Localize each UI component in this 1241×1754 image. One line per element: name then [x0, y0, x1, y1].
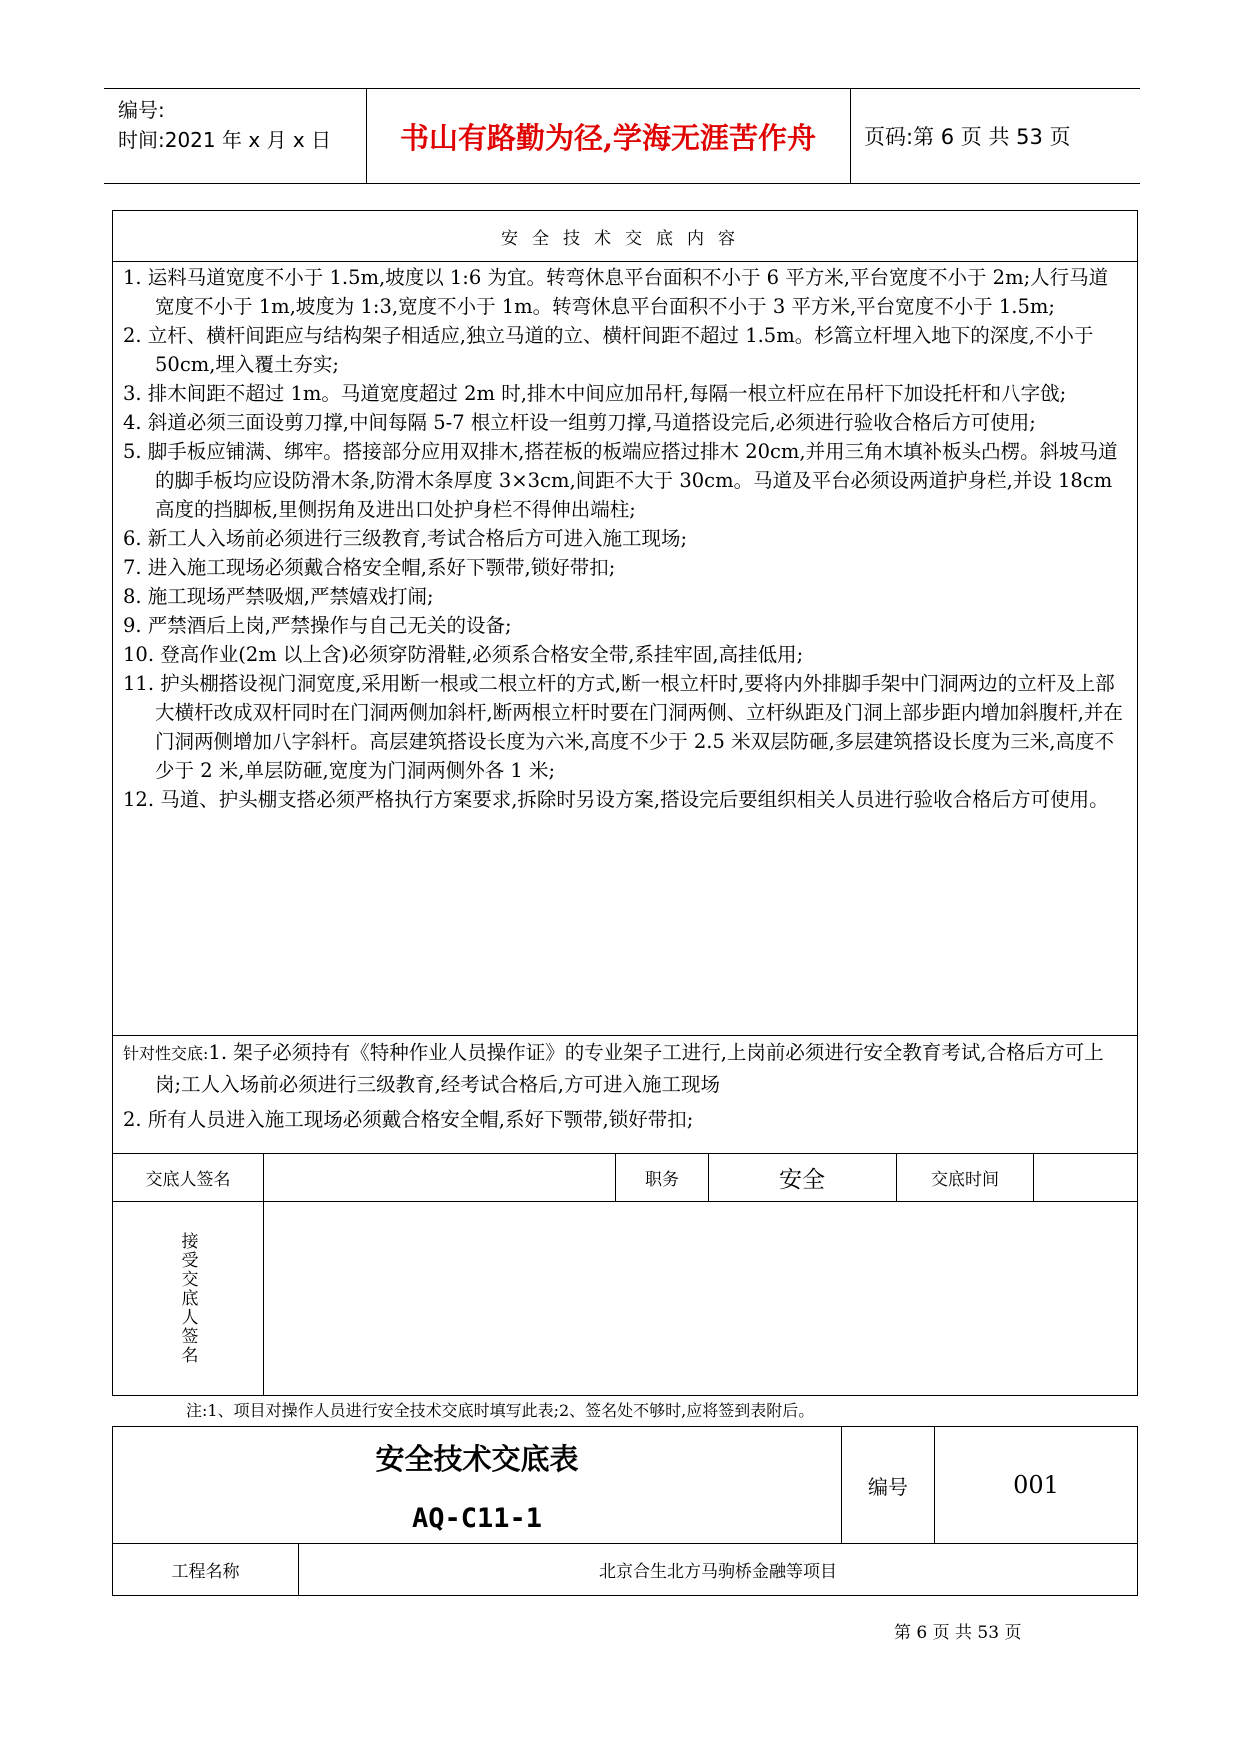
- project-value: 北京合生北方马驹桥金融等项目: [599, 1562, 837, 1582]
- position-label: 职务: [645, 1170, 679, 1190]
- list-item: 5. 脚手板应铺满、绑牢。搭接部分应用双排木,搭茬板的板端应搭过排木 20cm,并用三角木填补板头凸楞。斜坡马道的脚手板均应设防滑木条,防滑木条厚度 3×3cm,间距不大于 30cm。马道及平台必须设两道护身栏,并设 18cm 高度的挡脚板,里侧拐角及进出口处护身栏不得伸出端柱;: [123, 440, 1118, 521]
- list-item: 11. 护头棚搭设视门洞宽度,采用断一根或二根立杆的方式,断一根立杆时,要将内外排脚手架中门洞两边的立杆及上部大横杆改成双杆同时在门洞两侧加斜杆,断两根立杆时要在门洞两侧、立杆纵距及门洞上部步距内增加斜腹杆,并在门洞两侧增加八字斜杆。高层建筑搭设长度为六米,高度不少于 2.5 米双层防砸,多层建筑搭设长度为三米,高度不少于 2 米,单层防砸,宽度为门洞两侧外各 1 米;: [123, 672, 1123, 782]
- header-meta: [118, 95, 331, 155]
- table-code: AQ-C11-1: [411, 1503, 543, 1534]
- time-label: 交底时间: [931, 1170, 999, 1190]
- header-divider: [850, 89, 851, 183]
- section-title: 安全技术交底内容: [501, 228, 749, 249]
- signer-field[interactable]: [264, 1154, 614, 1201]
- project-label: 工程名称: [171, 1562, 240, 1582]
- list-item: 6. 新工人入场前必须进行三级教育,考试合格后方可进入施工现场;: [123, 527, 688, 550]
- table-title: 安全技术交底表: [375, 1442, 579, 1476]
- number-value: 001: [1013, 1471, 1059, 1499]
- signer-label: 交底人签名: [145, 1170, 231, 1190]
- number-label: 编号: [868, 1474, 908, 1499]
- targeted-item-2: 2. 所有人员进入施工现场必须戴合格安全帽,系好下颚带,锁好带扣;: [123, 1108, 694, 1131]
- targeted-disclosure: [113, 1037, 1137, 1135]
- position-value[interactable]: 安全: [779, 1167, 825, 1193]
- list-item: 4. 斜道必须三面设剪刀撑,中间每隔 5-7 根立杆设一组剪刀撑,马道搭设完后,必须进行验收合格后方可使用;: [123, 411, 1036, 434]
- content-list: [113, 263, 1137, 814]
- targeted-item-1: [123, 1037, 1127, 1100]
- header-slogan: 书山有路勤为径,学海无涯苦作舟: [399, 120, 817, 155]
- list-item: 12. 马道、护头棚支搭必须严格执行方案要求,拆除时另设方案,搭设完后要组织相关人员进行验收合格后方可使用。: [123, 788, 1109, 811]
- page-header: [104, 88, 1140, 184]
- targeted-text-1: 1. 架子必须持有《特种作业人员操作证》的专业架子工进行,上岗前必须进行安全教育考试,合格后方可上岗;工人入场前必须进行三级教育,经考试合格后,方可进入施工现场: [155, 1041, 1104, 1096]
- disclosure-table-header: [112, 1426, 1138, 1596]
- receiver-label-cell: [113, 1202, 263, 1395]
- header-page-info: 页码:第 6 页 共 53 页: [864, 125, 1071, 149]
- list-item: 7. 进入施工现场必须戴合格安全帽,系好下颚带,锁好带扣;: [123, 556, 616, 579]
- page-footer: 第 6 页 共 53 页: [894, 1623, 1022, 1643]
- receiver-label: 接受交底人签名: [177, 1232, 198, 1365]
- targeted-label: 针对性交底:: [123, 1044, 209, 1063]
- divider: [113, 261, 1137, 262]
- list-item: 8. 施工现场严禁吸烟,严禁嬉戏打闹;: [123, 585, 434, 608]
- list-item: 9. 严禁酒后上岗,严禁操作与自己无关的设备;: [123, 614, 512, 637]
- form-note: 注:1、项目对操作人员进行安全技术交底时填写此表;2、签名处不够时,应将签到表附后。: [186, 1401, 815, 1420]
- divider: [113, 1035, 1137, 1036]
- receiver-signature-field[interactable]: [264, 1202, 1137, 1395]
- list-item: 2. 立杆、横杆间距应与结构架子相适应,独立马道的立、横杆间距不超过 1.5m。杉篙立杆埋入地下的深度,不小于 50cm,埋入覆土夯实;: [123, 324, 1094, 376]
- header-number-label: 编号:: [118, 98, 165, 122]
- header-time-label: 时间:2021 年 x 月 x 日: [118, 128, 332, 152]
- disclosure-form: [112, 210, 1138, 1396]
- time-field[interactable]: [1034, 1154, 1137, 1201]
- list-item: 10. 登高作业(2m 以上含)必须穿防滑鞋,必须系合格安全带,系挂牢固,高挂低用;: [123, 643, 804, 666]
- list-item: 3. 排木间距不超过 1m。马道宽度超过 2m 时,排木中间应加吊杆,每隔一根立杆应在吊杆下加设托杆和八字戗;: [123, 382, 1067, 405]
- list-item: 1. 运料马道宽度不小于 1.5m,坡度以 1:6 为宜。转弯休息平台面积不小于 6 平方米,平台宽度不小于 2m;人行马道宽度不小于 1m,坡度为 1:3,宽度不小于 1m。转弯休息平台面积不小于 3 平方米,平台宽度不小于 1.5m;: [123, 266, 1109, 318]
